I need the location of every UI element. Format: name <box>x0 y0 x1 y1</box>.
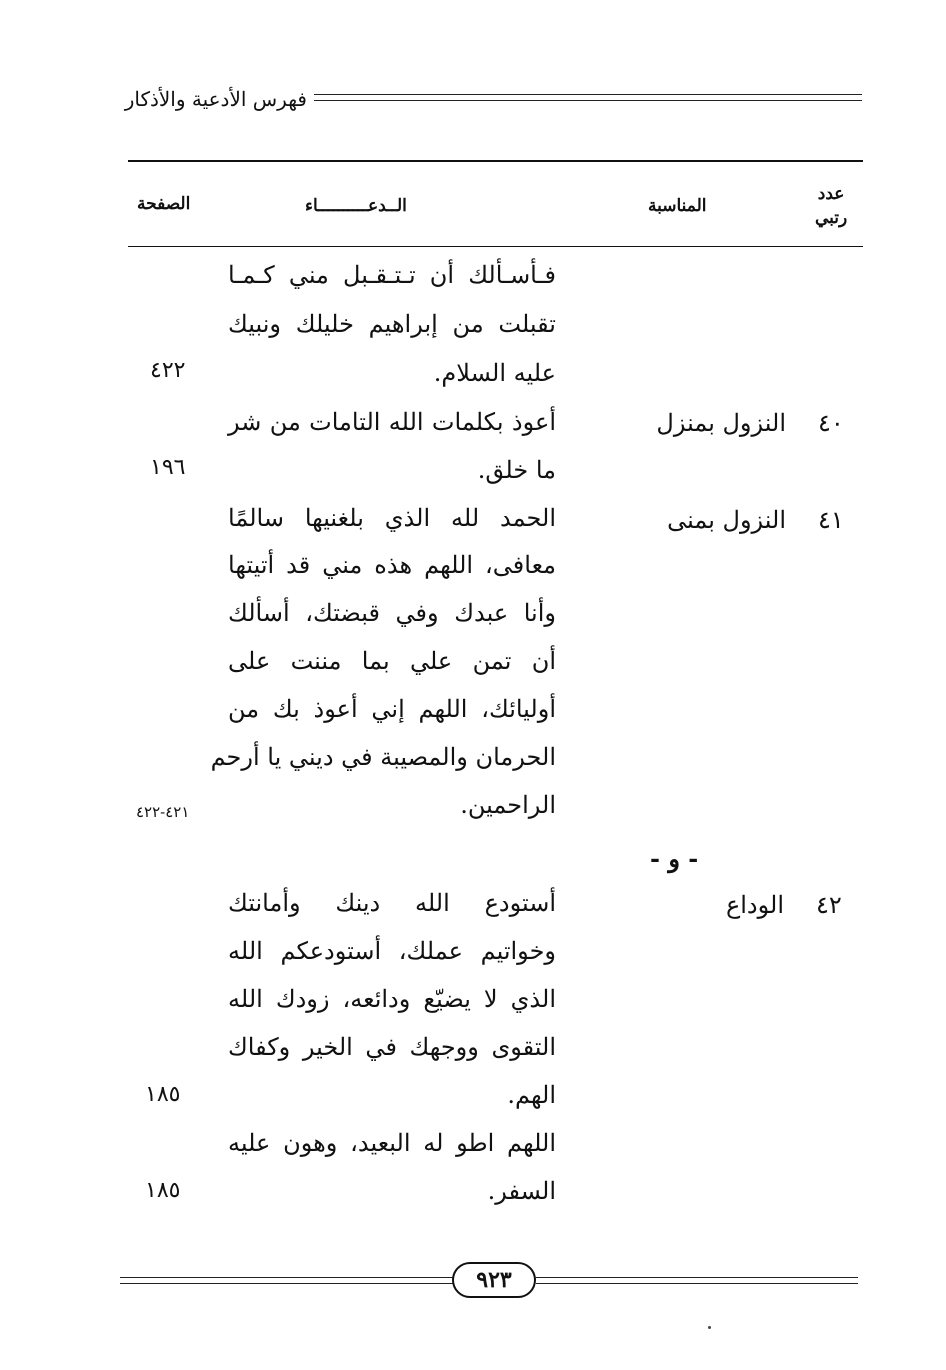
supplication-line: معافى، اللهم هذه مني قد أتيتها <box>228 551 556 579</box>
page-reference: ١٨٥ <box>145 1178 181 1203</box>
column-header-number-line1: عدد <box>817 184 845 204</box>
footer-rule-left <box>120 1277 454 1284</box>
page-reference: ٤٢٢ <box>150 358 186 383</box>
entry-number: ٤١ <box>818 506 844 534</box>
supplication-line: فـأسـألك أن تـتـقـبل مني كـمـا <box>228 261 556 289</box>
page-number: ٩٢٣ <box>452 1262 536 1298</box>
table-header-rule <box>128 246 863 247</box>
page-reference: ١٨٥ <box>145 1082 181 1107</box>
supplication-line: التقوى ووجهك في الخير وكفاك <box>228 1033 556 1061</box>
running-header <box>124 84 862 114</box>
scan-speck <box>708 1326 711 1329</box>
column-header-number-line2: رتبي <box>815 208 848 228</box>
entry-occasion: النزول بمنى <box>667 506 786 534</box>
supplication-line: وأنا عبدك وفي قبضتك، أسألك <box>228 599 556 627</box>
column-header-number <box>815 182 847 230</box>
column-header-supplication: الــدعــــــــــاء <box>305 196 407 216</box>
entry-number: ٤٢ <box>816 891 842 919</box>
supplication-line: ما خلق. <box>477 456 556 484</box>
supplication-line: أن تمن علي بما مننت على <box>228 647 556 675</box>
header-rule <box>314 94 862 101</box>
running-title: فهرس الأدعية والأذكار <box>124 87 307 111</box>
supplication-line: أستودع الله دينك وأمانتك <box>228 889 556 917</box>
page-reference: ١٩٦ <box>150 455 186 480</box>
column-header-page: الصفحة <box>137 194 191 214</box>
supplication-line: أعوذ بكلمات الله التامات من شر <box>228 408 556 436</box>
supplication-line: السفر. <box>487 1177 556 1205</box>
page-reference: ٤٢١-٤٢٢ <box>136 803 190 821</box>
section-letter: - و - <box>650 844 699 873</box>
supplication-line: الحمد لله الذي بلغنيها سالمًا <box>228 504 556 532</box>
supplication-line: تقبلت من إبراهيم خليلك ونبيك <box>228 310 556 338</box>
supplication-line: الذي لا يضيّع ودائعه، زودك الله <box>228 985 556 1013</box>
entry-number: ٤٠ <box>818 409 844 437</box>
supplication-line: الراحمين. <box>460 791 556 819</box>
column-header-occasion: المناسبة <box>648 196 707 216</box>
supplication-line: الحرمان والمصيبة في ديني يا أرحم <box>210 743 556 771</box>
table-top-rule <box>128 160 863 162</box>
supplication-line: عليه السلام. <box>433 359 556 387</box>
supplication-line: اللهم اطو له البعيد، وهون عليه <box>228 1129 556 1157</box>
entry-occasion: الوداع <box>725 891 784 919</box>
supplication-line: وخواتيم عملك، أستودعكم الله <box>228 937 556 965</box>
supplication-line: أوليائك، اللهم إني أعوذ بك من <box>228 695 556 723</box>
entry-occasion: النزول بمنزل <box>656 409 786 437</box>
footer-rule-right <box>536 1277 858 1284</box>
supplication-line: الهم. <box>507 1081 556 1109</box>
